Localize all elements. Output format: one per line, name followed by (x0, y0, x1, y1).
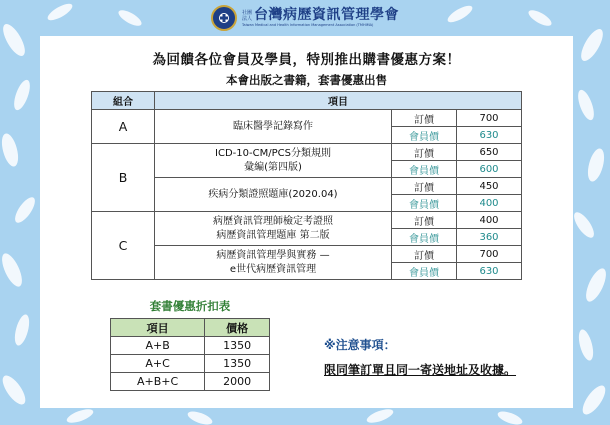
list-price-label: 訂價 (392, 178, 457, 195)
page-headline: 為回饋各位會員及學員，特別推出購書優惠方案！ (152, 52, 461, 68)
member-price-value: 600 (457, 161, 522, 178)
book-title (155, 178, 392, 212)
member-price-value: 630 (457, 263, 522, 280)
table-row (92, 144, 522, 161)
book-title-line: 疾病分類證照題庫(2020.04) (208, 188, 338, 200)
group-label: B (92, 144, 155, 212)
discount-price: 1350 (205, 355, 270, 373)
discount-item: A+B+C (111, 373, 205, 391)
member-price-label: 會員價 (392, 127, 457, 144)
discount-price: 2000 (205, 373, 270, 391)
book-title-line: 病歷資訊管理師檢定考證照 (213, 215, 333, 227)
discount-item: A+B (111, 337, 205, 355)
table-row (92, 110, 522, 127)
book-title-line: 臨床醫學記錄寫作 (233, 120, 313, 132)
group-label: A (92, 110, 155, 144)
organization-logo-icon (211, 5, 237, 31)
book-price-table (91, 91, 522, 280)
page-subheadline: 本會出版之書籍，套書優惠出售 (226, 73, 387, 87)
discount-table-title: 套書優惠折扣表 (149, 299, 231, 313)
discount-row (111, 373, 270, 391)
list-price-label: 訂價 (392, 110, 457, 127)
organization-name: 台灣病歷資訊管理學會 (254, 7, 399, 24)
list-price-value: 650 (457, 144, 522, 161)
list-price-value: 450 (457, 178, 522, 195)
list-price-label: 訂價 (392, 212, 457, 229)
member-price-label: 會員價 (392, 161, 457, 178)
notice-body: 限同筆訂單且同一寄送地址及收據。 (324, 363, 517, 377)
column-header-group: 組合 (92, 92, 155, 110)
book-title-line: ICD-10-CM/PCS分類規則 (215, 147, 331, 159)
book-title (155, 144, 392, 178)
discount-header-row (111, 319, 270, 337)
book-title (155, 212, 392, 246)
member-price-value: 630 (457, 127, 522, 144)
discount-item: A+C (111, 355, 205, 373)
book-title (155, 246, 392, 280)
table-header-row (92, 92, 522, 110)
book-title-line: 病歷資訊管理學與實務 — (216, 249, 330, 261)
member-price-label: 會員價 (392, 229, 457, 246)
list-price-value: 700 (457, 110, 522, 127)
book-title-line: e世代病歷資訊管理 (229, 263, 317, 275)
list-price-value: 400 (457, 212, 522, 229)
discount-row (111, 355, 270, 373)
list-price-value: 700 (457, 246, 522, 263)
table-row (92, 246, 522, 263)
discount-table (110, 318, 270, 391)
notice-title: ※注意事項： (324, 338, 396, 352)
member-price-label: 會員價 (392, 263, 457, 280)
member-price-label: 會員價 (392, 195, 457, 212)
book-title (155, 110, 392, 144)
column-header-item: 項目 (155, 92, 522, 110)
organization-name-en: Taiwan Medical and Health Information Management Association (TMHIMA) (242, 23, 374, 28)
member-price-value: 400 (457, 195, 522, 212)
discount-row (111, 337, 270, 355)
book-title-line: 病歷資訊管理題庫 第二版 (216, 229, 330, 241)
table-row (92, 212, 522, 229)
member-price-value: 360 (457, 229, 522, 246)
organization-type: 社團法人 (242, 10, 253, 23)
organization-header (0, 3, 610, 33)
table-row (92, 178, 522, 195)
discount-header-price: 價格 (205, 319, 270, 337)
discount-price: 1350 (205, 337, 270, 355)
list-price-label: 訂價 (392, 144, 457, 161)
discount-header-item: 項目 (111, 319, 205, 337)
book-title-line: 彙編(第四版) (244, 161, 302, 173)
list-price-label: 訂價 (392, 246, 457, 263)
group-label: C (92, 212, 155, 280)
